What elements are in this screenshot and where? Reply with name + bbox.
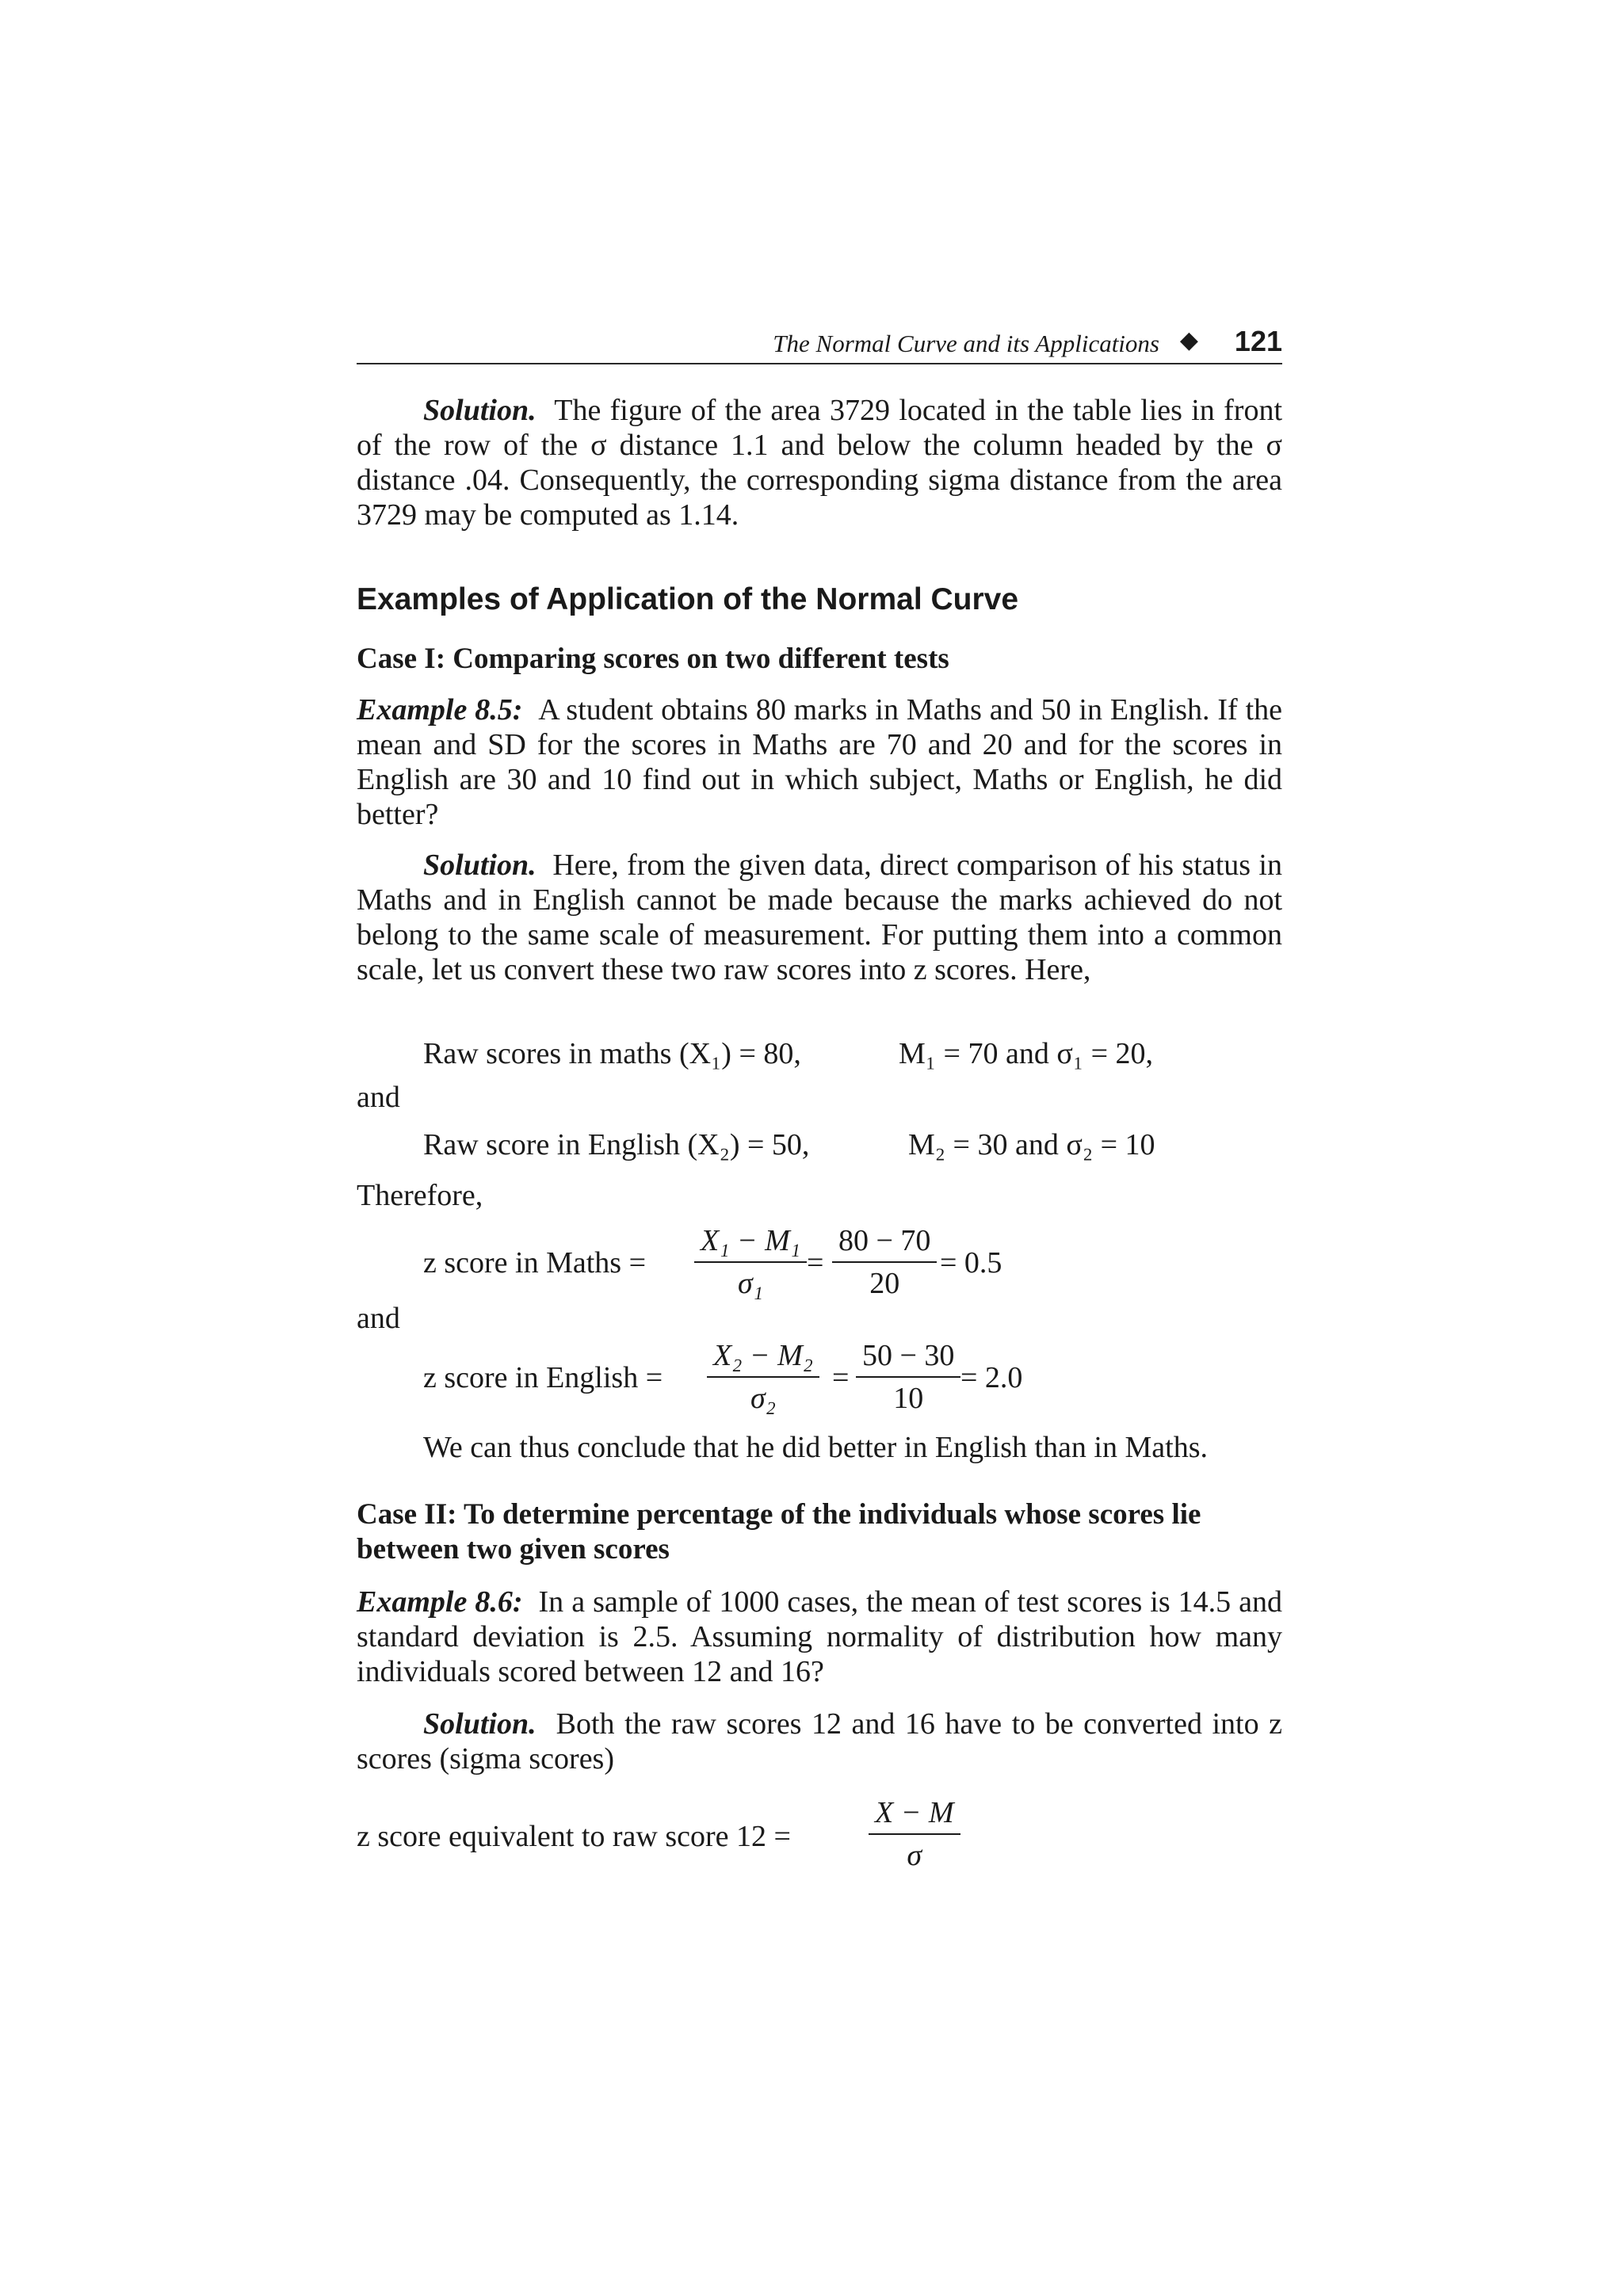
numerator: 80 − 70 (832, 1223, 937, 1263)
z-english-label: z score in English = (423, 1361, 663, 1394)
example-8-5 (357, 692, 1282, 832)
conclusion-text: We can thus conclude that he did better in English than in Maths. (423, 1431, 1208, 1464)
example-label: Example 8.6: (357, 1585, 523, 1619)
section-heading: Examples of Application of the Normal Curve (357, 582, 1019, 616)
numerator: 50 − 30 (856, 1338, 960, 1378)
z12-label: z score equivalent to raw score 12 = (357, 1820, 791, 1853)
diamond-separator-icon: ◆ (1179, 327, 1198, 353)
example-8-6 (357, 1585, 1282, 1689)
example-text: In a sample of 1000 cases, the mean of test scores is 14.5 and standard deviation is 2.5. Assuming normality of distribution how many individuals scored between 12 and 16? (357, 1585, 1282, 1688)
case-1-heading: Case I: Comparing scores on two different tests (357, 643, 949, 675)
solution-label: Solution. (423, 1707, 537, 1741)
example-label: Example 8.5: (357, 693, 523, 727)
denominator: σ (907, 1839, 922, 1872)
z-maths-label: z score in Maths = (423, 1246, 647, 1280)
raw-english-line: Raw score in English (X₂) = 50, (423, 1128, 810, 1161)
z-english-result: = 2.0 (960, 1361, 1023, 1394)
z-maths-result: = 0.5 (940, 1246, 1002, 1280)
page-number: 121 (1234, 325, 1282, 357)
numerator: X − M (869, 1795, 960, 1835)
z-maths-value-fraction (832, 1223, 937, 1301)
solution-8-6 (357, 1707, 1282, 1776)
example-text: A student obtains 80 marks in Maths and 50 in English. If the mean and SD for the scores in Maths are 70 and 20 and for the scores in English are 30 and 10 find out in which subject, Maths or English, he did better? (357, 693, 1283, 831)
and-connector: and (357, 1302, 400, 1335)
denominator: σ₁ (737, 1267, 763, 1300)
numerator: X₁ − M₁ (694, 1223, 807, 1263)
z-maths-formula-fraction (694, 1223, 807, 1301)
solution-text: The figure of the area 3729 located in the table lies in front of the row of the σ distance 1.1 and below the column headed by the σ distance .04. Consequently, the corresponding sigma distance from the area 3729 may be computed as 1.14. (357, 394, 1282, 532)
case-2-heading: Case II: To determine percentage of the individuals whose scores lie between two given scores (357, 1498, 1201, 1566)
z-english-value-fraction (856, 1338, 960, 1416)
maths-mean-sd: M₁ = 70 and σ₁ = 20, (899, 1037, 1153, 1070)
equals-sign: = (832, 1361, 850, 1394)
solution-paragraph-1 (357, 393, 1282, 532)
z-english-formula-fraction (707, 1338, 819, 1416)
english-mean-sd: M₂ = 30 and σ₂ = 10 (908, 1128, 1155, 1161)
denominator: 20 (869, 1267, 900, 1300)
solution-label: Solution. (423, 394, 537, 427)
running-header (357, 325, 1282, 364)
equals-sign: = (807, 1246, 824, 1280)
solution-8-5 (357, 848, 1282, 987)
solution-text: Both the raw scores 12 and 16 have to be converted into z scores (sigma scores) (357, 1707, 1283, 1775)
numerator: X₂ − M₂ (707, 1338, 819, 1378)
denominator: 10 (893, 1382, 924, 1415)
z12-formula-fraction (869, 1795, 960, 1873)
running-title: The Normal Curve and its Applications (773, 330, 1159, 357)
denominator: σ₂ (750, 1382, 776, 1415)
and-connector: and (357, 1081, 400, 1114)
raw-maths-line: Raw scores in maths (X₁) = 80, (423, 1037, 801, 1070)
solution-text: Here, from the given data, direct comparison of his status in Maths and in English cannot be made because the marks achieved do not belong to the same scale of measurement. For putting them into a common scale, let us convert these two raw scores into z scores. Here, (357, 849, 1282, 986)
therefore-text: Therefore, (357, 1179, 483, 1212)
solution-label: Solution. (423, 849, 537, 882)
